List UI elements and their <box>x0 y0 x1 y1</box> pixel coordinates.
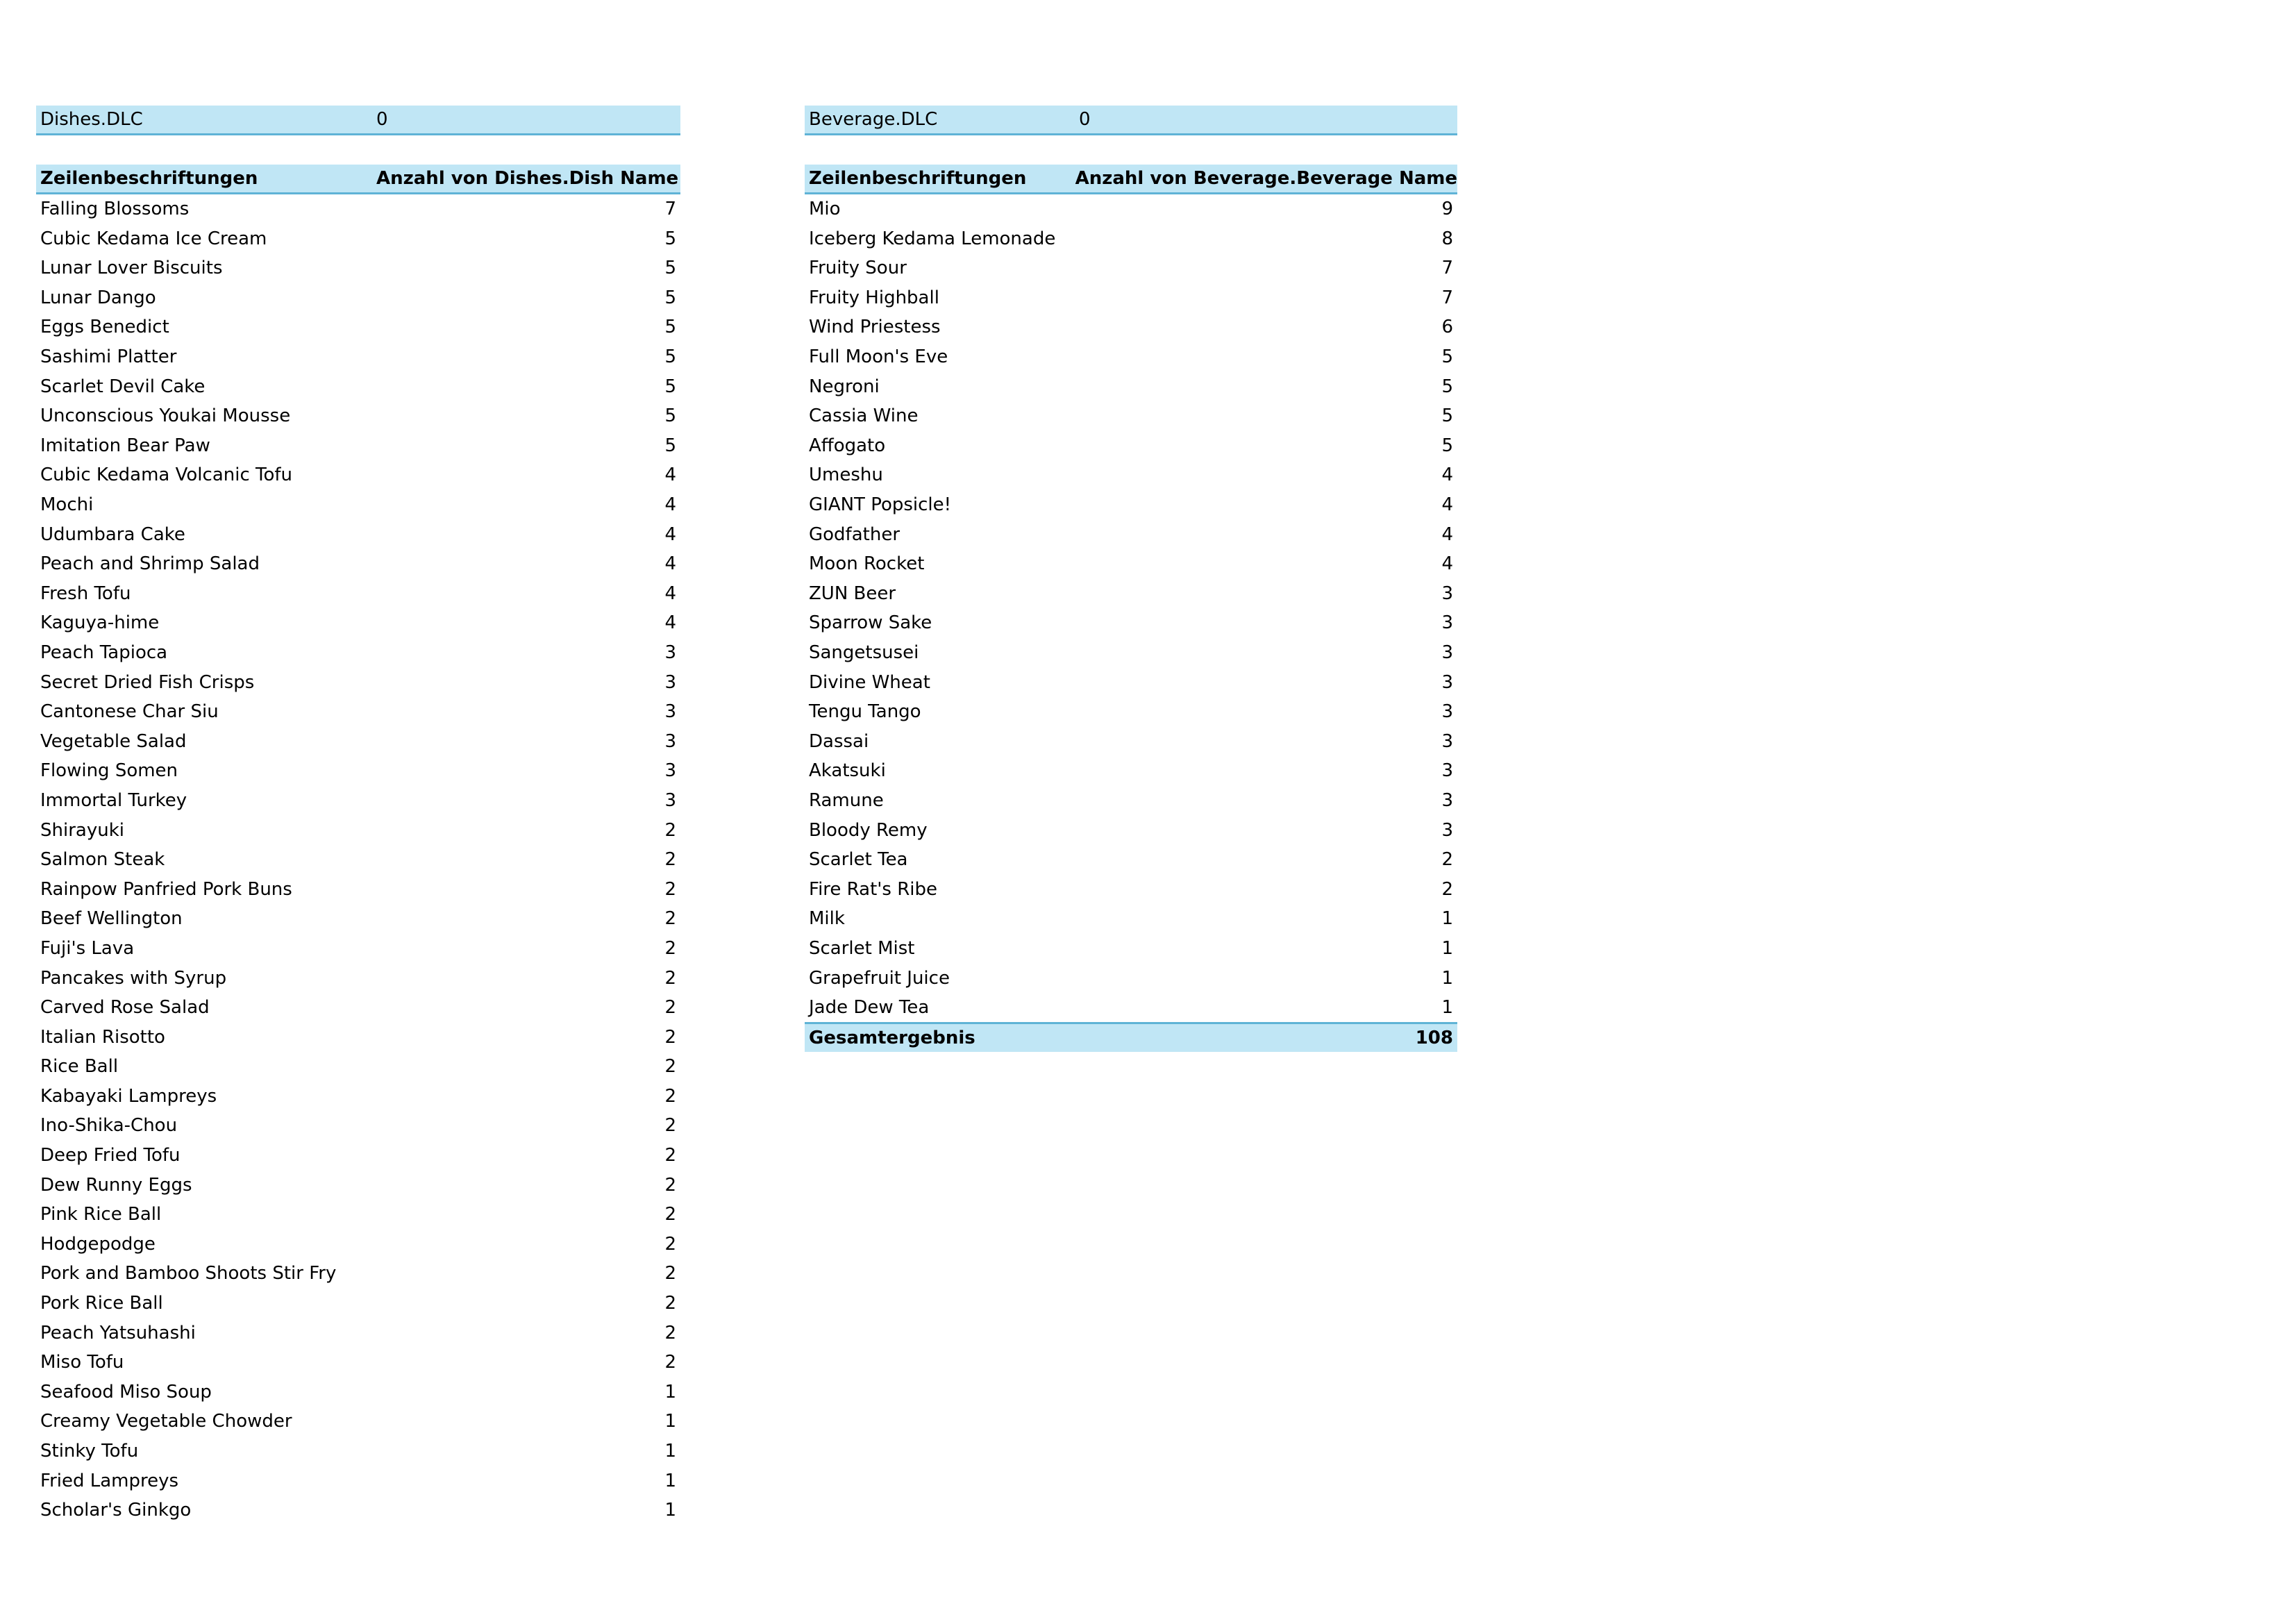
row-label: Peach Tapioca <box>40 642 168 663</box>
table-row[interactable] <box>805 283 1457 313</box>
row-label: Cantonese Char Siu <box>40 701 219 723</box>
row-count: 2 <box>664 1026 676 1048</box>
beverage-header-row <box>805 165 1457 194</box>
beverage-total-label[interactable]: Gesamtergebnis <box>809 1028 975 1049</box>
row-label: Grapefruit Juice <box>809 967 950 989</box>
row-label: Immortal Turkey <box>40 789 187 811</box>
beverage-total-row <box>805 1022 1457 1052</box>
table-row[interactable] <box>36 194 680 224</box>
row-label: Lunar Lover Biscuits <box>40 258 223 279</box>
beverage-total-value[interactable]: 108 <box>1415 1028 1453 1049</box>
table-row[interactable] <box>36 371 680 401</box>
row-count: 2 <box>1441 878 1453 900</box>
row-count: 4 <box>664 464 676 486</box>
table-row[interactable] <box>805 786 1457 816</box>
table-row[interactable] <box>36 519 680 549</box>
beverage-filter-row[interactable] <box>805 106 1457 135</box>
table-row[interactable] <box>36 638 680 668</box>
table-row[interactable] <box>36 1437 680 1466</box>
table-row[interactable] <box>36 845 680 875</box>
row-label: Iceberg Kedama Lemonade <box>809 228 1056 249</box>
row-count: 4 <box>1441 524 1453 545</box>
row-label: ZUN Beer <box>809 583 896 604</box>
row-label: Salmon Steak <box>40 849 165 871</box>
table-row[interactable] <box>36 253 680 283</box>
row-label: Umeshu <box>809 464 883 486</box>
row-count: 1 <box>1441 967 1453 989</box>
table-row[interactable] <box>805 845 1457 875</box>
row-count: 7 <box>664 199 676 220</box>
row-count: 1 <box>1441 997 1453 1019</box>
row-count: 2 <box>664 819 676 841</box>
row-label: Falling Blossoms <box>40 199 190 220</box>
dishes-filter-value[interactable]: 0 <box>376 108 388 130</box>
table-row[interactable] <box>36 963 680 993</box>
table-row[interactable] <box>36 608 680 638</box>
row-count: 2 <box>664 1322 676 1343</box>
row-label: Carved Rose Salad <box>40 997 210 1019</box>
table-row[interactable] <box>36 726 680 756</box>
row-label: Lunar Dango <box>40 287 156 308</box>
row-count: 2 <box>664 1174 676 1196</box>
table-row[interactable] <box>805 638 1457 668</box>
row-label: Flowing Somen <box>40 760 178 782</box>
row-count: 4 <box>664 583 676 604</box>
row-count: 2 <box>664 1145 676 1166</box>
row-label: Pork Rice Ball <box>40 1293 163 1314</box>
dishes-filter-row[interactable] <box>36 106 680 135</box>
row-label: Full Moon's Eve <box>809 346 948 368</box>
row-label: Milk <box>809 908 845 930</box>
row-count: 5 <box>664 317 676 338</box>
row-label: Peach Yatsuhashi <box>40 1322 196 1343</box>
row-count: 1 <box>1441 908 1453 930</box>
row-label: Scarlet Mist <box>809 937 915 959</box>
row-count: 2 <box>664 1263 676 1284</box>
table-row[interactable] <box>805 224 1457 253</box>
table-row[interactable] <box>36 1052 680 1082</box>
table-row[interactable] <box>36 1141 680 1171</box>
table-row[interactable] <box>36 460 680 490</box>
beverage-count-header[interactable]: Anzahl von Beverage.Beverage Name <box>1075 167 1457 189</box>
row-count: 3 <box>1441 701 1453 723</box>
row-label: Vegetable Salad <box>40 730 187 752</box>
row-count: 1 <box>664 1411 676 1432</box>
row-label: Pancakes with Syrup <box>40 967 227 989</box>
dishes-pivot-table <box>36 106 680 1525</box>
table-row[interactable] <box>36 815 680 845</box>
table-row[interactable] <box>36 431 680 461</box>
row-label: Unconscious Youkai Mousse <box>40 405 291 427</box>
row-count: 3 <box>1441 612 1453 634</box>
row-count: 3 <box>664 701 676 723</box>
row-label: Secret Dried Fish Crisps <box>40 671 255 693</box>
table-row[interactable] <box>805 579 1457 609</box>
row-count: 2 <box>664 908 676 930</box>
table-row[interactable] <box>805 904 1457 934</box>
row-count: 3 <box>664 760 676 782</box>
row-count: 2 <box>664 967 676 989</box>
row-count: 2 <box>664 1085 676 1107</box>
table-row[interactable] <box>36 1259 680 1289</box>
table-row[interactable] <box>36 1170 680 1200</box>
row-count: 3 <box>664 671 676 693</box>
beverage-pivot-table <box>805 106 1457 1052</box>
row-count: 5 <box>664 228 676 249</box>
dishes-row-labels-header[interactable]: Zeilenbeschriftungen <box>40 167 258 189</box>
table-row[interactable] <box>36 786 680 816</box>
dishes-spacer <box>36 135 680 165</box>
row-count: 3 <box>1441 671 1453 693</box>
dishes-filter-label: Dishes.DLC <box>40 108 143 130</box>
row-count: 3 <box>1441 789 1453 811</box>
row-count: 2 <box>664 1293 676 1314</box>
table-row[interactable] <box>36 756 680 786</box>
table-row[interactable] <box>36 874 680 904</box>
row-count: 2 <box>664 1352 676 1373</box>
row-count: 5 <box>664 435 676 456</box>
table-row[interactable] <box>805 934 1457 964</box>
row-label: Kaguya-hime <box>40 612 160 634</box>
dishes-rows <box>36 194 680 1525</box>
table-row[interactable] <box>805 342 1457 372</box>
table-row[interactable] <box>805 667 1457 697</box>
table-row[interactable] <box>36 697 680 727</box>
table-row[interactable] <box>805 963 1457 993</box>
beverage-row-labels-header[interactable]: Zeilenbeschriftungen <box>809 167 1027 189</box>
table-row[interactable] <box>36 312 680 342</box>
row-label: Godfather <box>809 524 900 545</box>
row-count: 3 <box>664 789 676 811</box>
table-row[interactable] <box>805 312 1457 342</box>
row-label: Miso Tofu <box>40 1352 124 1373</box>
row-label: Kabayaki Lampreys <box>40 1085 217 1107</box>
row-count: 5 <box>1441 376 1453 397</box>
beverage-filter-label: Beverage.DLC <box>809 108 938 130</box>
row-label: GIANT Popsicle! <box>809 494 952 516</box>
row-label: Dassai <box>809 730 869 752</box>
row-count: 5 <box>1441 435 1453 456</box>
row-count: 2 <box>664 1204 676 1225</box>
row-count: 2 <box>664 1115 676 1137</box>
row-count: 3 <box>664 642 676 663</box>
row-count: 5 <box>664 287 676 308</box>
table-row[interactable] <box>805 401 1457 431</box>
table-row[interactable] <box>805 253 1457 283</box>
row-label: Rice Ball <box>40 1056 119 1078</box>
row-count: 2 <box>664 937 676 959</box>
row-count: 4 <box>664 553 676 575</box>
row-label: Seafood Miso Soup <box>40 1381 212 1403</box>
table-row[interactable] <box>36 1348 680 1378</box>
table-row[interactable] <box>36 1496 680 1525</box>
row-count: 3 <box>1441 760 1453 782</box>
row-count: 2 <box>664 849 676 871</box>
dishes-header-row <box>36 165 680 194</box>
table-row[interactable] <box>36 579 680 609</box>
row-count: 1 <box>664 1441 676 1462</box>
table-row[interactable] <box>805 874 1457 904</box>
row-label: Stinky Tofu <box>40 1441 139 1462</box>
row-count: 7 <box>1441 258 1453 279</box>
table-row[interactable] <box>805 549 1457 579</box>
row-label: Mochi <box>40 494 94 516</box>
row-label: Pork and Bamboo Shoots Stir Fry <box>40 1263 337 1284</box>
row-count: 1 <box>664 1500 676 1521</box>
table-row[interactable] <box>36 1200 680 1230</box>
table-row[interactable] <box>805 726 1457 756</box>
beverage-spacer <box>805 135 1457 165</box>
table-row[interactable] <box>36 667 680 697</box>
table-row[interactable] <box>36 1230 680 1259</box>
row-count: 5 <box>664 258 676 279</box>
row-count: 3 <box>1441 730 1453 752</box>
row-count: 8 <box>1441 228 1453 249</box>
row-count: 7 <box>1441 287 1453 308</box>
table-row[interactable] <box>36 224 680 253</box>
row-label: Cubic Kedama Ice Cream <box>40 228 267 249</box>
table-row[interactable] <box>36 1378 680 1407</box>
row-label: Hodgepodge <box>40 1233 156 1255</box>
row-label: Fresh Tofu <box>40 583 131 604</box>
table-row[interactable] <box>805 371 1457 401</box>
row-label: Scarlet Devil Cake <box>40 376 206 397</box>
row-label: Sangetsusei <box>809 642 919 663</box>
row-label: Cassia Wine <box>809 405 919 427</box>
row-label: Peach and Shrimp Salad <box>40 553 260 575</box>
table-row[interactable] <box>36 1289 680 1319</box>
row-count: 4 <box>664 494 676 516</box>
table-row[interactable] <box>36 1111 680 1141</box>
row-count: 5 <box>1441 405 1453 427</box>
row-count: 4 <box>664 524 676 545</box>
row-label: Rainpow Panfried Pork Buns <box>40 878 292 900</box>
row-label: Eggs Benedict <box>40 317 169 338</box>
row-count: 9 <box>1441 199 1453 220</box>
row-label: Moon Rocket <box>809 553 925 575</box>
row-label: Sashimi Platter <box>40 346 177 368</box>
row-label: Fruity Sour <box>809 258 907 279</box>
row-count: 2 <box>664 1056 676 1078</box>
row-label: Affogato <box>809 435 886 456</box>
row-label: Beef Wellington <box>40 908 183 930</box>
row-count: 3 <box>1441 819 1453 841</box>
dishes-count-header[interactable]: Anzahl von Dishes.Dish Name <box>376 167 679 189</box>
table-row[interactable] <box>805 460 1457 490</box>
row-label: Wind Priestess <box>809 317 941 338</box>
table-row[interactable] <box>36 934 680 964</box>
row-label: Sparrow Sake <box>809 612 932 634</box>
table-row[interactable] <box>805 431 1457 461</box>
table-row[interactable] <box>36 549 680 579</box>
row-count: 1 <box>664 1470 676 1491</box>
row-count: 4 <box>1441 464 1453 486</box>
row-label: Scholar's Ginkgo <box>40 1500 192 1521</box>
row-count: 5 <box>1441 346 1453 368</box>
table-row[interactable] <box>36 490 680 520</box>
table-row[interactable] <box>805 490 1457 520</box>
row-count: 3 <box>664 730 676 752</box>
table-row[interactable] <box>36 1466 680 1496</box>
row-label: Tengu Tango <box>809 701 921 723</box>
row-count: 5 <box>664 346 676 368</box>
table-row[interactable] <box>805 194 1457 224</box>
row-label: Fire Rat's Ribe <box>809 878 938 900</box>
row-label: Creamy Vegetable Chowder <box>40 1411 292 1432</box>
table-row[interactable] <box>805 608 1457 638</box>
row-label: Italian Risotto <box>40 1026 165 1048</box>
row-count: 1 <box>1441 937 1453 959</box>
table-row[interactable] <box>805 756 1457 786</box>
row-label: Pink Rice Ball <box>40 1204 162 1225</box>
row-label: Fruity Highball <box>809 287 939 308</box>
row-label: Imitation Bear Paw <box>40 435 210 456</box>
table-row[interactable] <box>36 401 680 431</box>
table-row[interactable] <box>36 1082 680 1112</box>
row-count: 2 <box>664 878 676 900</box>
row-label: Fuji's Lava <box>40 937 135 959</box>
row-label: Ino-Shika-Chou <box>40 1115 178 1137</box>
table-row[interactable] <box>36 283 680 313</box>
row-label: Negroni <box>809 376 880 397</box>
row-count: 3 <box>1441 642 1453 663</box>
table-row[interactable] <box>36 1318 680 1348</box>
row-label: Scarlet Tea <box>809 849 908 871</box>
row-count: 4 <box>664 612 676 634</box>
beverage-rows <box>805 194 1457 1023</box>
row-label: Jade Dew Tea <box>809 997 930 1019</box>
table-row[interactable] <box>36 993 680 1023</box>
row-count: 3 <box>1441 583 1453 604</box>
row-count: 2 <box>664 1233 676 1255</box>
row-label: Udumbara Cake <box>40 524 185 545</box>
row-label: Akatsuki <box>809 760 886 782</box>
table-row[interactable] <box>36 1407 680 1437</box>
row-label: Ramune <box>809 789 884 811</box>
row-label: Cubic Kedama Volcanic Tofu <box>40 464 293 486</box>
row-count: 5 <box>664 405 676 427</box>
beverage-filter-value[interactable]: 0 <box>1079 108 1091 130</box>
table-row[interactable] <box>36 1022 680 1052</box>
row-label: Shirayuki <box>40 819 124 841</box>
row-label: Divine Wheat <box>809 671 930 693</box>
row-label: Bloody Remy <box>809 819 928 841</box>
row-label: Fried Lampreys <box>40 1470 179 1491</box>
row-count: 4 <box>1441 494 1453 516</box>
table-row[interactable] <box>805 519 1457 549</box>
row-label: Dew Runny Eggs <box>40 1174 192 1196</box>
row-count: 6 <box>1441 317 1453 338</box>
row-count: 2 <box>664 997 676 1019</box>
row-count: 4 <box>1441 553 1453 575</box>
table-row[interactable] <box>36 904 680 934</box>
row-count: 2 <box>1441 849 1453 871</box>
table-row[interactable] <box>36 342 680 372</box>
table-row[interactable] <box>805 697 1457 727</box>
row-count: 1 <box>664 1381 676 1403</box>
row-count: 5 <box>664 376 676 397</box>
table-row[interactable] <box>805 993 1457 1023</box>
table-row[interactable] <box>805 815 1457 845</box>
row-label: Deep Fried Tofu <box>40 1145 181 1166</box>
row-label: Mio <box>809 199 841 220</box>
